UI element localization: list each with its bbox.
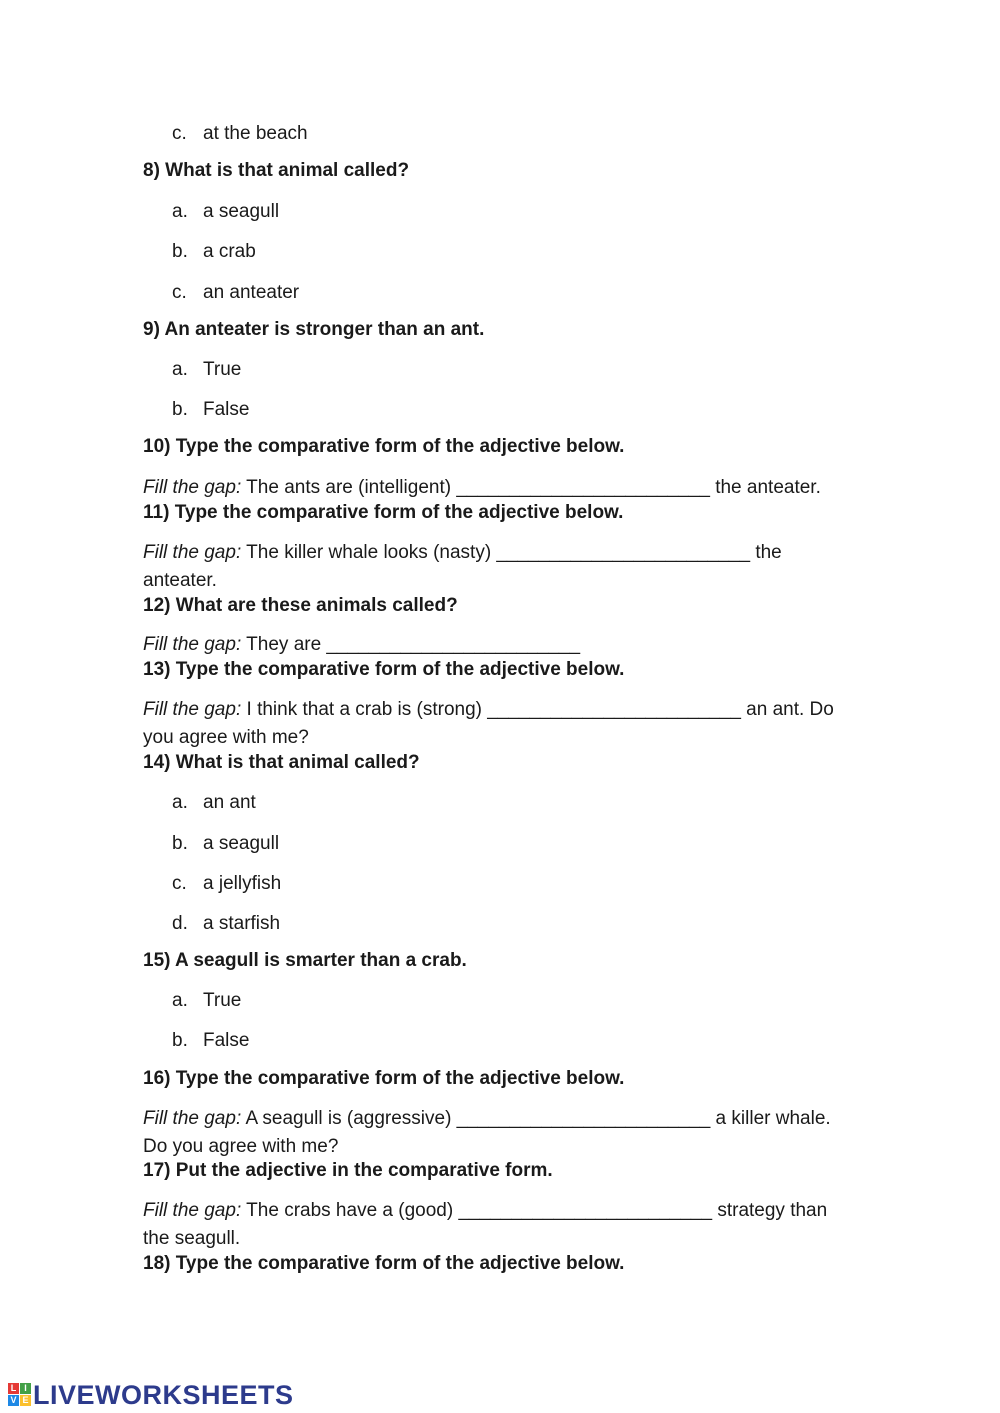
fill-gap-label: Fill the gap: — [143, 634, 242, 655]
option-q15-b[interactable] — [172, 1027, 249, 1055]
question-13-title: 13) Type the comparative form of the adjective below. — [143, 659, 625, 680]
option-letter: a. — [172, 990, 188, 1011]
option-q15-a[interactable] — [172, 987, 241, 1015]
question-18-title: 18) Type the comparative form of the adjective below. — [143, 1253, 625, 1274]
fill-gap-label: Fill the gap: — [143, 477, 242, 498]
question-15-title: 15) A seagull is smarter than a crab. — [143, 950, 467, 971]
fill-gap-label: Fill the gap: — [143, 1108, 242, 1129]
option-letter: b. — [172, 1030, 188, 1051]
logo-mark-icon — [8, 1383, 32, 1407]
option-q7-c[interactable] — [172, 120, 308, 148]
liveworksheets-logo — [8, 1380, 294, 1410]
option-letter: c. — [172, 282, 187, 303]
fill-gap-text: The ants are (intelligent) ________________________ the anteater. — [246, 477, 821, 498]
fill-gap-text: The crabs have a (good) ________________________ strategy than the seagull. — [143, 1200, 828, 1249]
option-text: False — [203, 1030, 250, 1051]
logo-wordmark: LIVEWORKSHEETS — [33, 1379, 294, 1410]
option-text: at the beach — [203, 123, 308, 144]
option-text: a starfish — [203, 913, 281, 934]
fill-gap-label: Fill the gap: — [143, 542, 242, 563]
fill-gap-text: I think that a crab is (strong) ________________________ an ant. Do you agree with me? — [143, 699, 834, 748]
option-q14-a[interactable] — [172, 789, 256, 817]
question-8-title: 8) What is that animal called? — [143, 160, 410, 181]
question-12-fill-gap[interactable] — [143, 631, 858, 659]
option-q8-b[interactable] — [172, 238, 256, 266]
fill-gap-text: A seagull is (aggressive) ________________________ a killer whale. Do you agree with me? — [143, 1108, 831, 1157]
option-letter: a. — [172, 792, 188, 813]
option-letter: b. — [172, 399, 188, 420]
option-q14-d[interactable] — [172, 910, 280, 938]
question-9-title: 9) An anteater is stronger than an ant. — [143, 319, 485, 340]
option-text: True — [203, 359, 242, 380]
option-letter: b. — [172, 833, 188, 854]
option-text: a seagull — [203, 833, 280, 854]
question-16-fill-gap[interactable] — [143, 1105, 858, 1161]
option-q9-b[interactable] — [172, 396, 249, 424]
logo-mark-tile: E — [20, 1395, 31, 1406]
question-14-title: 14) What is that animal called? — [143, 752, 420, 773]
fill-gap-text: They are ________________________ — [246, 634, 581, 655]
fill-gap-text: The killer whale looks (nasty) ________________________ the anteater. — [143, 542, 782, 591]
option-letter: a. — [172, 201, 188, 222]
question-16-title: 16) Type the comparative form of the adjective below. — [143, 1068, 625, 1089]
option-letter: d. — [172, 913, 188, 934]
logo-mark-tile: I — [20, 1383, 31, 1394]
option-text: False — [203, 399, 250, 420]
fill-gap-label: Fill the gap: — [143, 699, 242, 720]
question-11-fill-gap[interactable] — [143, 539, 858, 595]
option-text: True — [203, 990, 242, 1011]
option-q8-c[interactable] — [172, 279, 299, 307]
question-17-fill-gap[interactable] — [143, 1197, 858, 1253]
option-q14-c[interactable] — [172, 870, 281, 898]
option-q14-b[interactable] — [172, 830, 279, 858]
option-text: a crab — [203, 241, 256, 262]
question-13-fill-gap[interactable] — [143, 696, 858, 752]
logo-mark-tile: V — [8, 1395, 19, 1406]
option-letter: b. — [172, 241, 188, 262]
question-10-fill-gap[interactable] — [143, 474, 858, 502]
question-11-title: 11) Type the comparative form of the adjective below. — [143, 502, 624, 523]
option-letter: c. — [172, 123, 187, 144]
question-12-title: 12) What are these animals called? — [143, 595, 458, 616]
option-text: an anteater — [203, 282, 300, 303]
option-text: a seagull — [203, 201, 280, 222]
question-17-title: 17) Put the adjective in the comparative form. — [143, 1160, 553, 1181]
option-letter: c. — [172, 873, 187, 894]
option-text: an ant — [203, 792, 256, 813]
option-letter: a. — [172, 359, 188, 380]
question-10-title: 10) Type the comparative form of the adjective below. — [143, 436, 625, 457]
logo-mark-tile: L — [8, 1383, 19, 1394]
fill-gap-label: Fill the gap: — [143, 1200, 242, 1221]
option-q9-a[interactable] — [172, 356, 241, 384]
option-text: a jellyfish — [203, 873, 282, 894]
option-q8-a[interactable] — [172, 198, 279, 226]
